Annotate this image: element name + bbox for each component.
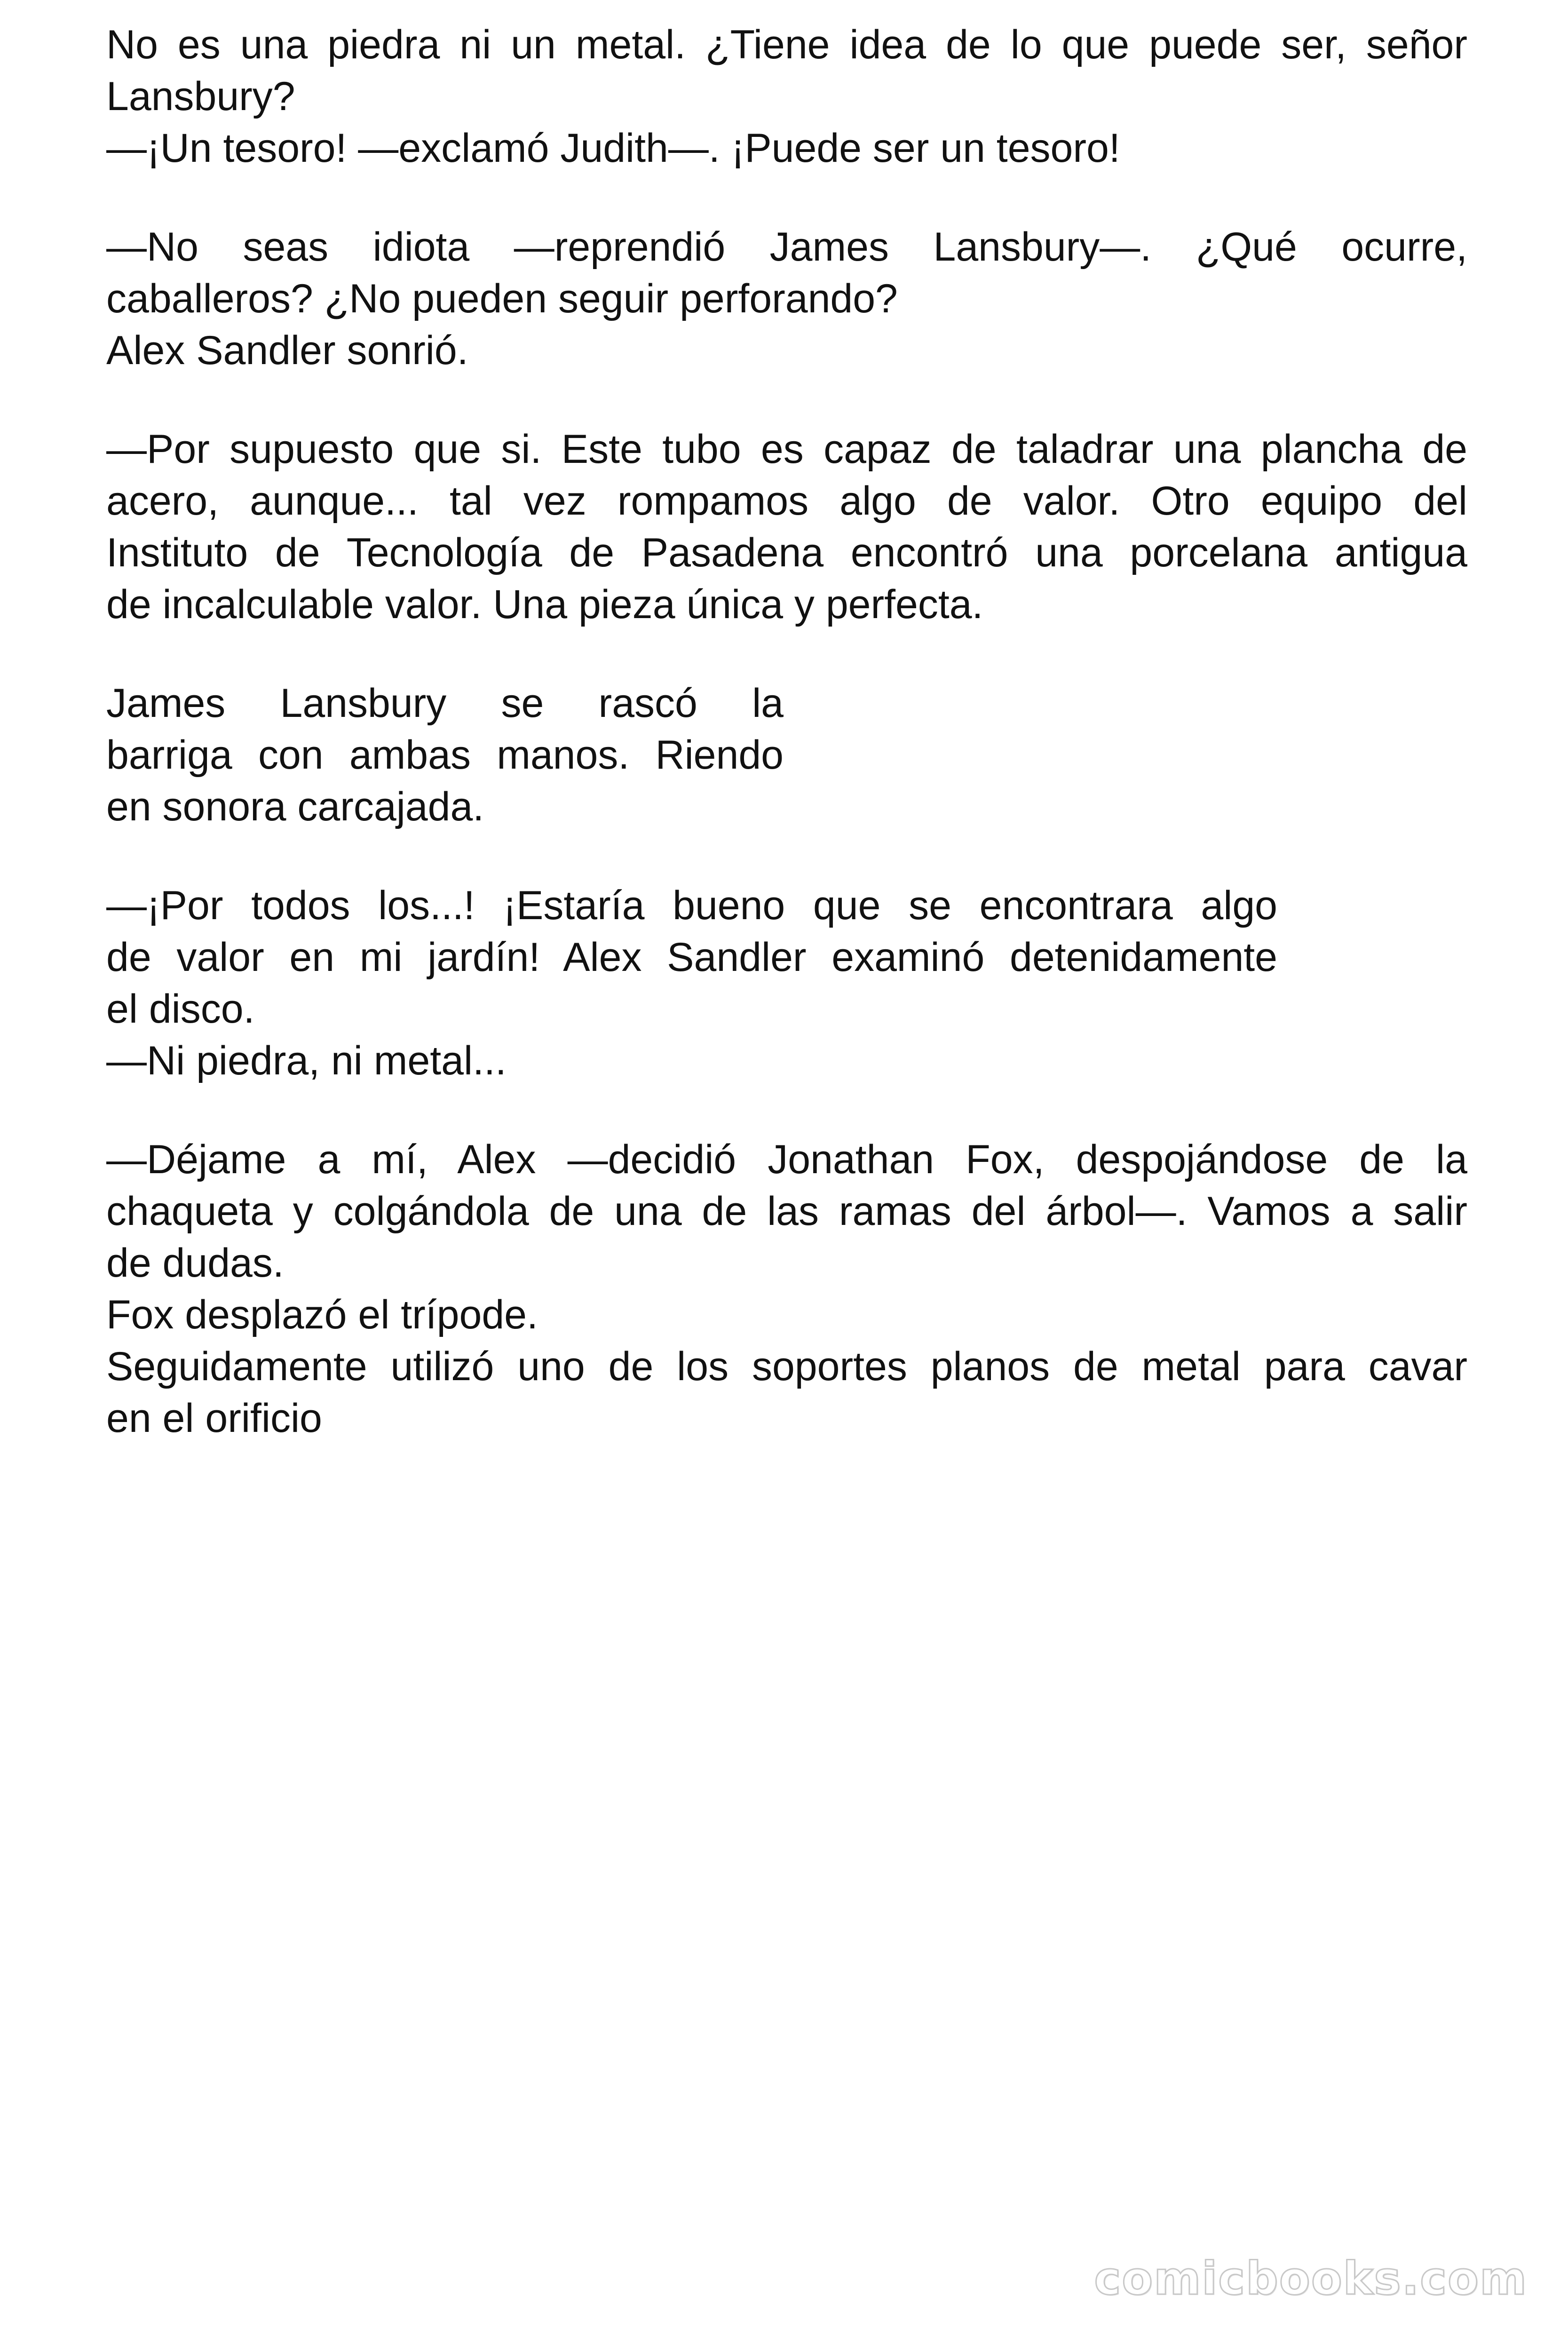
text-line: chaqueta y colgándola de una de las ramas del árbol—. Vamos a salir (106, 1189, 1467, 1234)
paragraph (106, 880, 1467, 1087)
text-line: Alex Sandler sonrió. (106, 328, 468, 373)
watermark-logo: comicbooks.com (1094, 2252, 1528, 2305)
text-line: en el orificio (106, 1396, 322, 1441)
text-line: caballeros? ¿No pueden seguir perforando? (106, 276, 898, 321)
text-line: No es una piedra ni un metal. ¿Tiene idea de lo que puede ser, señor (106, 22, 1467, 67)
text-line: de incalculable valor. Una pieza única y perfecta. (106, 582, 983, 627)
text-line: Lansbury? (106, 74, 295, 119)
paragraph (106, 1134, 1467, 1444)
paragraph (106, 677, 1467, 833)
text-line: Fox desplazó el trípode. (106, 1292, 538, 1337)
text-line: de dudas. (106, 1240, 284, 1286)
text-line: —Ni piedra, ni metal... (106, 1038, 507, 1083)
paragraph (106, 423, 1467, 630)
text-line: Instituto de Tecnología de Pasadena encontró una porcelana antigua (106, 530, 1467, 575)
text-line: barriga con ambas manos. Riendo (106, 732, 784, 778)
paragraph (106, 19, 1467, 174)
text-line: —No seas idiota —reprendió James Lansbury—. ¿Qué ocurre, (106, 224, 1467, 270)
text-line: de valor en mi jardín! Alex Sandler examinó detenidamente (106, 935, 1277, 980)
text-line: —¡Un tesoro! —exclamó Judith—. ¡Puede ser un tesoro! (106, 126, 1120, 171)
text-line: James Lansbury se rascó la (106, 681, 784, 726)
text-line: Seguidamente utilizó uno de los soportes planos de metal para cavar (106, 1344, 1467, 1389)
text-line: —¡Por todos los...! ¡Estaría bueno que se encontrara algo (106, 883, 1277, 928)
paragraph (106, 221, 1467, 376)
document-body (106, 19, 1467, 1491)
text-line: acero, aunque... tal vez rompamos algo de valor. Otro equipo del (106, 478, 1467, 524)
text-line: en sonora carcajada. (106, 784, 484, 829)
text-line: el disco. (106, 986, 255, 1032)
text-line: —Déjame a mí, Alex —decidió Jonathan Fox, despojándose de la (106, 1137, 1467, 1182)
text-line: —Por supuesto que si. Este tubo es capaz de taladrar una plancha de (106, 427, 1467, 472)
